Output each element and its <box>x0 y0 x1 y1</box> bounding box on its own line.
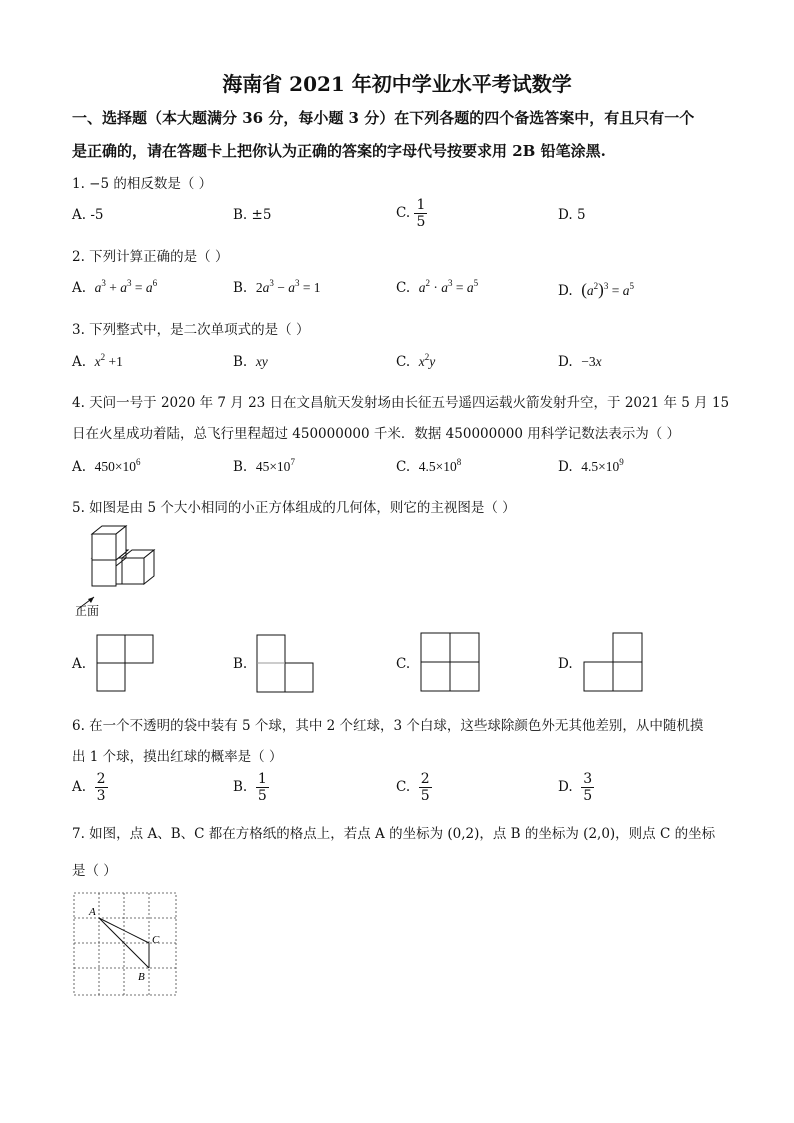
section-instructions-line2: 是正确的，请在答题卡上把你认为正确的答案的字母代号按要求用 2B 铅笔涂黑. <box>72 142 606 160</box>
q2-formula-c: $a^2 \cdot a^3 = a^5$ <box>418 278 479 295</box>
option-label: A. <box>72 459 87 475</box>
q3-formula-c: $x^2y$ <box>418 352 436 369</box>
option-label: B. <box>233 280 248 296</box>
q5-option-a-figure[interactable] <box>96 634 156 694</box>
section-instructions-line1: 一、选择题（本大题满分 36 分，每小题 3 分）在下列各题的四个备选答案中，有且只有一个 <box>72 109 695 127</box>
point-b-label: B <box>138 971 145 983</box>
fraction: $\frac{1}{5}$ <box>257 771 267 804</box>
q3-option-b[interactable] <box>233 354 268 370</box>
question-3-stem: 3. 下列整式中，是二次单项式的是（ ） <box>72 322 310 338</box>
q5-option-b-label[interactable]: B. <box>233 656 248 672</box>
q4-formula-b: $45\times 10^7$ <box>255 457 295 474</box>
q6-option-c[interactable] <box>396 771 432 804</box>
option-label: D. <box>558 283 573 299</box>
q5-option-d-figure[interactable] <box>583 632 645 694</box>
q6-option-b[interactable] <box>233 771 269 804</box>
q3-option-c[interactable] <box>396 354 435 370</box>
q5-option-c-label[interactable]: C. <box>396 656 411 672</box>
option-label: B. <box>233 354 248 370</box>
q2-option-a[interactable] <box>72 280 157 296</box>
page-title: 海南省 2021 年初中学业水平考试数学 <box>222 72 572 96</box>
point-c-label: C <box>152 934 160 946</box>
option-label: A. <box>72 207 87 223</box>
q4-formula-d: $4.5\times 10^9$ <box>581 457 624 474</box>
fraction: $\frac{3}{5}$ <box>583 771 593 804</box>
q3-option-a[interactable] <box>72 354 123 370</box>
question-6-stem-line2: 出 1 个球，摸出红球的概率是（ ） <box>72 749 283 765</box>
q4-option-b[interactable] <box>233 459 295 475</box>
question-6-stem-line1: 6. 在一个不透明的袋中装有 5 个球，其中 2 个红球，3 个白球，这些球除颜色外无其他差别，从中随机摸 <box>72 718 704 734</box>
option-label: D. <box>558 207 573 223</box>
option-label: B. <box>233 207 248 223</box>
point-a-label: A <box>89 906 96 918</box>
q1-option-a[interactable] <box>72 207 104 223</box>
question-2-stem: 2. 下列计算正确的是（ ） <box>72 249 229 265</box>
option-label: C. <box>396 354 411 370</box>
option-label: D. <box>558 779 573 795</box>
q3-option-d[interactable] <box>558 354 602 370</box>
q3-formula-b: xy <box>255 354 268 369</box>
q1-option-b[interactable] <box>233 207 271 223</box>
q5-option-c-figure[interactable] <box>420 632 482 694</box>
q2-option-b[interactable] <box>233 280 321 296</box>
fraction: $\frac{2}{3}$ <box>96 771 106 804</box>
question-7-stem-line2: 是（ ） <box>72 863 117 879</box>
q2-option-c[interactable] <box>396 280 478 296</box>
option-label: A. <box>72 354 87 370</box>
option-label: B. <box>233 779 248 795</box>
option-label: B. <box>233 459 248 475</box>
q4-option-a[interactable] <box>72 459 141 475</box>
q4-option-d[interactable] <box>558 459 624 475</box>
q2-formula-d: $(a^2)^3 = a^5$ <box>581 280 634 299</box>
q6-option-a[interactable] <box>72 771 108 804</box>
q4-formula-c: $4.5\times 10^8$ <box>418 457 462 474</box>
q4-formula-a: $450\times 10^6$ <box>94 457 141 474</box>
option-label: A. <box>72 280 87 296</box>
option-label: A. <box>72 779 87 795</box>
fraction: $\frac{1}{5}$ <box>416 197 426 230</box>
q1-option-d-value: 5 <box>576 207 586 223</box>
question-4-stem-line1: 4. 天问一号于 2020 年 7 月 23 日在文昌航天发射场由长征五号遥四运载火箭发射升空，于 2021 年 5 月 15 <box>72 395 730 411</box>
option-label: C. <box>396 459 411 475</box>
q1-option-d[interactable] <box>558 207 586 223</box>
q4-option-c[interactable] <box>396 459 461 475</box>
q1-option-a-value: -5 <box>90 207 104 223</box>
q3-formula-d: −3x <box>581 354 602 369</box>
q1-option-b-value: ±5 <box>251 207 272 223</box>
q6-option-d[interactable] <box>558 771 594 804</box>
option-label: C. <box>396 205 411 221</box>
option-label: C. <box>396 280 411 296</box>
question-1-stem: 1. −5 的相反数是（ ） <box>72 176 213 192</box>
q2-formula-b: $2a^3 - a^3 = 1$ <box>255 278 321 295</box>
q2-formula-a: $a^3 + a^3 = a^6$ <box>94 278 158 295</box>
option-label: C. <box>396 779 411 795</box>
question-7-stem-line1: 7. 如图，点 A、B、C 都在方格纸的格点上，若点 A 的坐标为 (0,2)，点 B 的坐标为 (2,0)，则点 C 的坐标 <box>72 826 716 842</box>
q2-option-d[interactable] <box>558 280 634 300</box>
question-5-stem: 5. 如图是由 5 个大小相同的小正方体组成的几何体，则它的主视图是（ ） <box>72 500 516 516</box>
q3-formula-a: $x^2 +1$ <box>94 352 123 369</box>
fraction: $\frac{2}{5}$ <box>420 771 430 804</box>
q5-option-d-label[interactable]: D. <box>558 656 573 672</box>
option-label: D. <box>558 354 573 370</box>
option-label: D. <box>558 459 573 475</box>
q5-option-b-figure[interactable] <box>256 634 316 694</box>
question-4-stem-line2: 日在火星成功着陆，总飞行里程超过 450000000 千米．数据 450000000 用科学记数法表示为（ ） <box>72 426 681 442</box>
q5-option-a-label[interactable]: A. <box>72 656 87 672</box>
q1-option-c[interactable] <box>396 197 427 230</box>
front-view-label: 正面 <box>75 604 100 618</box>
q7-grid-figure <box>74 893 178 997</box>
